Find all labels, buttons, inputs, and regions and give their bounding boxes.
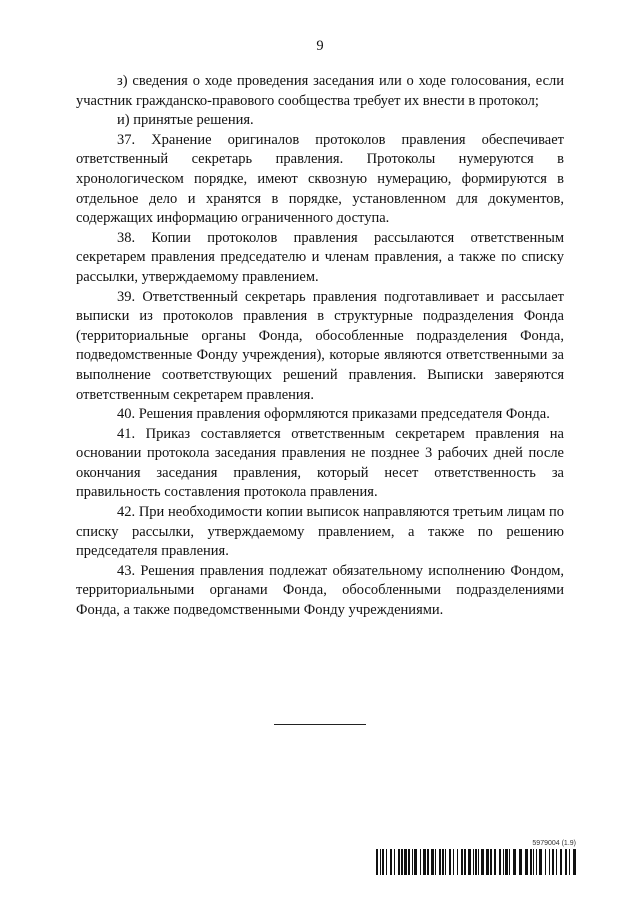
paragraph-42: 42. При необходимости копии выписок направляются третьим лицам по списку рассылки, утверждаемому правлением, а также по решению председателя правления. [76,504,564,560]
document-body [76,72,564,621]
paragraph-39: 39. Ответственный секретарь правления подготавливает и рассылает выписки из протоколов правления в структурные подразделения Фонда (территориальные органы Фонда, обособленные подразделения Фонда, подведомственные Фонду учреждения), которые являются ответственными за выполнение соответствующих решений правления. Выписки заверяются ответственным секретарем правления. [76,288,564,403]
paragraph-subitem-i: и) принятые решения. [117,112,254,129]
paragraph-37: 37. Хранение оригиналов протоколов правления обеспечивает ответственный секретарь правления. Протоколы нумеруются в хронологическом порядке, имеют сквозную нумерацию, формируются в отдельное дело и хранятся в порядке, установленном для документов, содержащих информацию ограниченного доступа. [76,131,564,227]
paragraph-43: 43. Решения правления подлежат обязательному исполнению Фондом, территориальными органами Фонда, обособленными подразделениями Фонда, а также подведомственными Фонду учреждениями. [76,562,564,619]
paragraph-41: 41. Приказ составляется ответственным секретарем правления на основании протокола заседания правления не позднее 3 рабочих дней после окончания заседания правления, который несет ответственность за правильность составления протокола правления. [76,425,564,501]
end-of-text-divider [274,724,366,725]
document-code: 5979004 (1.9) [532,840,576,847]
barcode [376,849,577,875]
page-number: 9 [316,38,324,54]
paragraph-40: 40. Решения правления оформляются приказами председателя Фонда. [117,406,550,423]
paragraph-subitem-z: з) сведения о ходе проведения заседания или о ходе голосования, если участник гражданско-правового сообщества требует их внести в протокол; [76,73,564,109]
paragraph-38: 38. Копии протоколов правления рассылаются ответственным секретарем правления председателю и членам правления, а также по списку рассылки, утверждаемому правлением. [76,229,564,285]
